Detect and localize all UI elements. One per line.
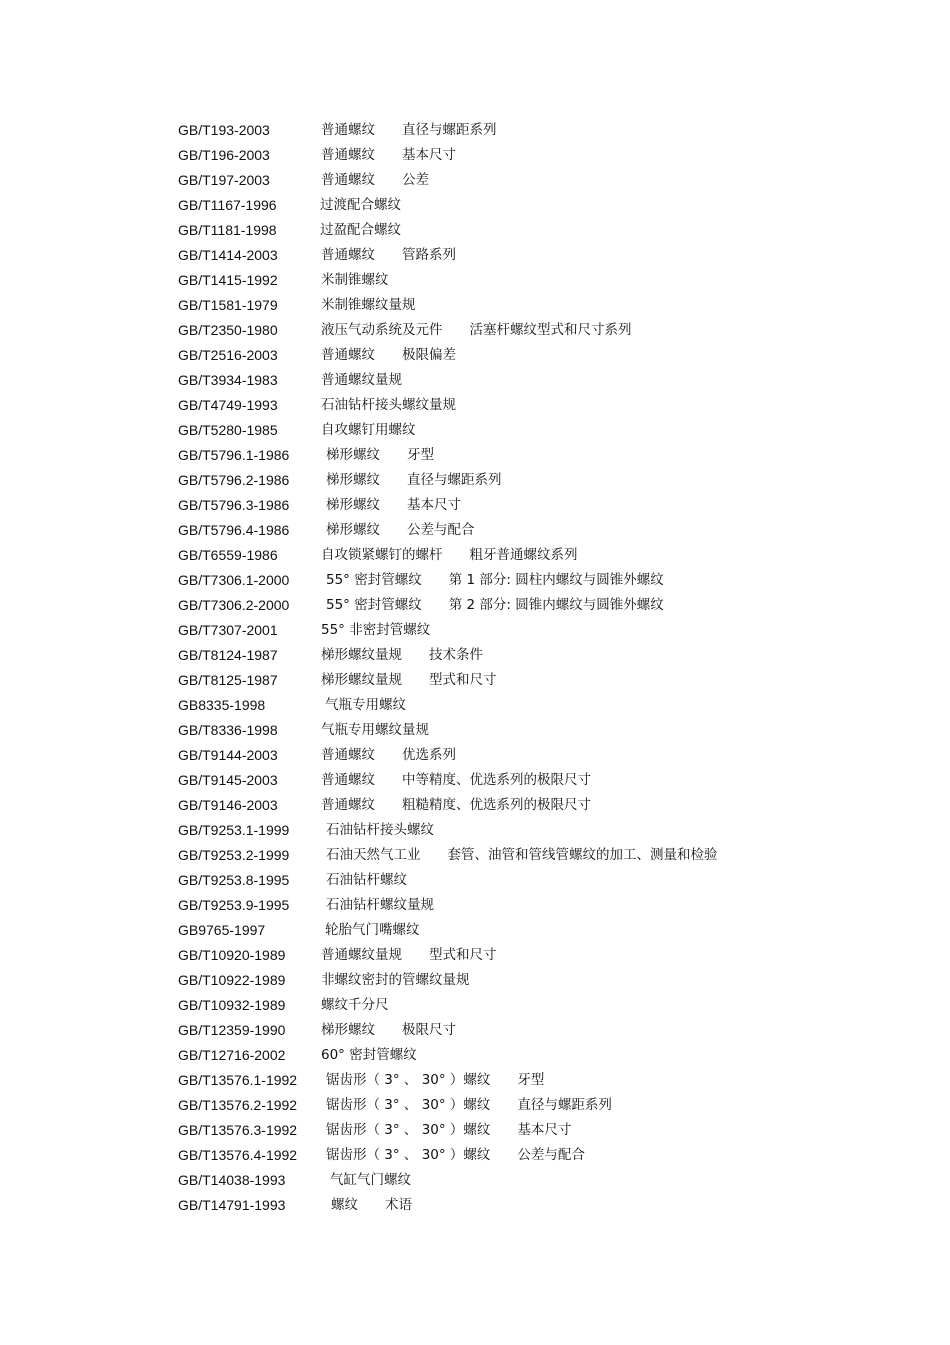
standard-entry — [178, 1143, 918, 1168]
standard-entry — [178, 993, 918, 1018]
standard-entry — [178, 1018, 918, 1043]
standard-code: GB/T1167-1996 — [178, 197, 277, 213]
standard-entry — [178, 393, 918, 418]
standard-code: GB/T1581-1979 — [178, 297, 278, 313]
standard-title: 普通螺纹 公差 — [321, 172, 429, 188]
standard-code: GB/T2350-1980 — [178, 322, 278, 338]
standard-code: GB/T12359-1990 — [178, 1022, 286, 1038]
standard-entry — [178, 168, 918, 193]
standard-title: 普通螺纹 优选系列 — [321, 747, 456, 763]
standard-title: 石油钻杆接头螺纹 — [326, 822, 434, 838]
standard-title: 梯形螺纹量规 技术条件 — [321, 647, 483, 663]
standard-code: GB/T13576.2-1992 — [178, 1097, 298, 1113]
standard-entry — [178, 893, 918, 918]
standard-title: 普通螺纹量规 型式和尺寸 — [321, 947, 497, 963]
standard-entry — [178, 693, 918, 718]
standard-entry — [178, 618, 918, 643]
standard-code: GB/T8336-1998 — [178, 722, 278, 738]
standard-code: GB/T13576.1-1992 — [178, 1072, 298, 1088]
standard-entry — [178, 368, 918, 393]
standard-entry — [178, 268, 918, 293]
standard-title: 梯形螺纹 公差与配合 — [326, 522, 475, 538]
standard-title: 非螺纹密封的管螺纹量规 — [321, 972, 470, 988]
standard-title: 梯形螺纹 直径与螺距系列 — [326, 472, 502, 488]
standard-code: GB/T10922-1989 — [178, 972, 286, 988]
standard-title: 气瓶专用螺纹 — [325, 697, 406, 713]
standard-title: 锯齿形（ 3° 、 30° ）螺纹 基本尺寸 — [326, 1122, 572, 1138]
standard-title: 梯形螺纹量规 型式和尺寸 — [321, 672, 497, 688]
standard-entry — [178, 1168, 918, 1193]
standard-code: GB/T197-2003 — [178, 172, 270, 188]
standard-title: 60° 密封管螺纹 — [321, 1047, 417, 1063]
standard-entry — [178, 1093, 918, 1118]
standard-code: GB/T193-2003 — [178, 122, 270, 138]
standard-title: 气瓶专用螺纹量规 — [321, 722, 429, 738]
standard-entry — [178, 518, 918, 543]
standard-code: GB8335-1998 — [178, 697, 266, 713]
standard-code: GB/T9145-2003 — [178, 772, 278, 788]
standard-entry — [178, 568, 918, 593]
standard-title: 石油天然气工业 套管、油管和管线管螺纹的加工、测量和检验 — [326, 847, 718, 863]
standard-entry — [178, 768, 918, 793]
standard-entry — [178, 718, 918, 743]
standard-entry — [178, 243, 918, 268]
standard-title: 普通螺纹 基本尺寸 — [321, 147, 456, 163]
standard-code: GB/T8124-1987 — [178, 647, 278, 663]
standard-code: GB/T2516-2003 — [178, 347, 278, 363]
standard-title: 石油钻杆螺纹量规 — [326, 897, 434, 913]
standard-title: 普通螺纹 直径与螺距系列 — [321, 122, 497, 138]
standard-title: 梯形螺纹 牙型 — [326, 447, 434, 463]
standard-entry — [178, 193, 918, 218]
standard-title: 螺纹 术语 — [331, 1197, 412, 1213]
standard-code: GB/T9144-2003 — [178, 747, 278, 763]
standard-code: GB/T13576.4-1992 — [178, 1147, 298, 1163]
standard-entry — [178, 1043, 918, 1068]
standard-title: 普通螺纹 管路系列 — [321, 247, 456, 263]
standard-entry — [178, 943, 918, 968]
standard-code: GB/T5796.3-1986 — [178, 497, 290, 513]
standard-code: GB/T9253.1-1999 — [178, 822, 290, 838]
standard-code: GB/T5796.1-1986 — [178, 447, 290, 463]
standard-title: 普通螺纹 粗糙精度、优选系列的极限尺寸 — [321, 797, 591, 813]
standard-entry — [178, 318, 918, 343]
standard-title: 米制锥螺纹 — [321, 272, 389, 288]
standard-entry — [178, 593, 918, 618]
standard-code: GB/T6559-1986 — [178, 547, 278, 563]
standard-entry — [178, 218, 918, 243]
standard-title: 过盈配合螺纹 — [320, 222, 401, 238]
standard-entry — [178, 1068, 918, 1093]
standard-code: GB/T5796.2-1986 — [178, 472, 290, 488]
standard-code: GB/T196-2003 — [178, 147, 270, 163]
standard-code: GB/T7307-2001 — [178, 622, 278, 638]
standard-entry — [178, 293, 918, 318]
standard-title: 普通螺纹 中等精度、优选系列的极限尺寸 — [321, 772, 591, 788]
standard-title: 轮胎气门嘴螺纹 — [325, 922, 420, 938]
standard-entry — [178, 868, 918, 893]
standard-entry — [178, 668, 918, 693]
standard-entry — [178, 468, 918, 493]
standard-entry — [178, 793, 918, 818]
standard-entry — [178, 543, 918, 568]
standard-title: 液压气动系统及元件 活塞杆螺纹型式和尺寸系列 — [321, 322, 632, 338]
standard-code: GB/T13576.3-1992 — [178, 1122, 298, 1138]
standards-list — [178, 118, 918, 1218]
standard-code: GB/T1414-2003 — [178, 247, 278, 263]
standard-code: GB/T14038-1993 — [178, 1172, 286, 1188]
standard-code: GB/T10920-1989 — [178, 947, 286, 963]
standard-code: GB/T9146-2003 — [178, 797, 278, 813]
standard-entry — [178, 493, 918, 518]
standard-code: GB/T5280-1985 — [178, 422, 278, 438]
standard-entry — [178, 343, 918, 368]
standard-code: GB/T7306.2-2000 — [178, 597, 290, 613]
standard-title: 55° 密封管螺纹 第 1 部分: 圆柱内螺纹与圆锥外螺纹 — [326, 572, 664, 588]
standard-code: GB/T9253.2-1999 — [178, 847, 290, 863]
standard-entry — [178, 818, 918, 843]
standard-title: 55° 密封管螺纹 第 2 部分: 圆锥内螺纹与圆锥外螺纹 — [326, 597, 664, 613]
standard-entry — [178, 1193, 918, 1218]
standard-code: GB/T1181-1998 — [178, 222, 277, 238]
standard-title: 锯齿形（ 3° 、 30° ）螺纹 牙型 — [326, 1072, 545, 1088]
standard-title: 锯齿形（ 3° 、 30° ）螺纹 直径与螺距系列 — [326, 1097, 612, 1113]
standard-title: 自攻锁紧螺钉的螺杆 粗牙普通螺纹系列 — [321, 547, 578, 563]
standard-code: GB/T10932-1989 — [178, 997, 286, 1013]
standard-title: 自攻螺钉用螺纹 — [321, 422, 416, 438]
standard-title: 米制锥螺纹量规 — [321, 297, 416, 313]
standard-title: 过渡配合螺纹 — [320, 197, 401, 213]
standard-entry — [178, 418, 918, 443]
standard-code: GB/T9253.8-1995 — [178, 872, 290, 888]
standard-title: 锯齿形（ 3° 、 30° ）螺纹 公差与配合 — [326, 1147, 585, 1163]
standard-code: GB/T4749-1993 — [178, 397, 278, 413]
standard-title: 普通螺纹 极限偏差 — [321, 347, 456, 363]
standard-entry — [178, 643, 918, 668]
standard-title: 气缸气门螺纹 — [330, 1172, 411, 1188]
standard-title: 螺纹千分尺 — [321, 997, 389, 1013]
standard-title: 55° 非密封管螺纹 — [321, 622, 431, 638]
standard-entry — [178, 143, 918, 168]
standard-title: 石油钻杆螺纹 — [326, 872, 407, 888]
standard-title: 梯形螺纹 基本尺寸 — [326, 497, 461, 513]
standard-title: 石油钻杆接头螺纹量规 — [321, 397, 456, 413]
standard-code: GB9765-1997 — [178, 922, 266, 938]
standard-code: GB/T1415-1992 — [178, 272, 278, 288]
standard-entry — [178, 918, 918, 943]
standard-entry — [178, 968, 918, 993]
standard-entry — [178, 743, 918, 768]
standard-code: GB/T9253.9-1995 — [178, 897, 290, 913]
standard-entry — [178, 443, 918, 468]
standard-entry — [178, 118, 918, 143]
standard-code: GB/T14791-1993 — [178, 1197, 286, 1213]
standard-code: GB/T5796.4-1986 — [178, 522, 290, 538]
standard-entry — [178, 843, 918, 868]
standard-title: 梯形螺纹 极限尺寸 — [321, 1022, 456, 1038]
standard-code: GB/T3934-1983 — [178, 372, 278, 388]
standard-code: GB/T7306.1-2000 — [178, 572, 290, 588]
standard-code: GB/T8125-1987 — [178, 672, 278, 688]
standard-entry — [178, 1118, 918, 1143]
standard-title: 普通螺纹量规 — [321, 372, 402, 388]
standard-code: GB/T12716-2002 — [178, 1047, 286, 1063]
